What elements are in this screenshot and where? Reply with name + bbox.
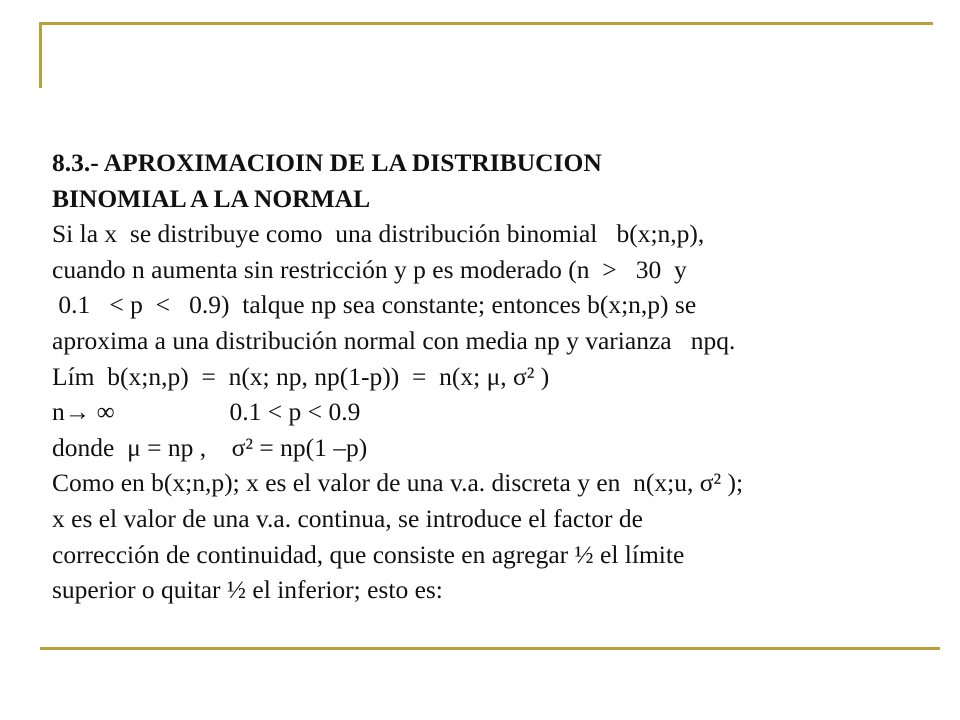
mean-variance-line: donde μ = np , σ² = np(1 –p) <box>52 432 368 462</box>
limit-formula-line: Lím b(x;n,p) = n(x; np, np(1-p)) = n(x; μ, σ² ) <box>52 361 550 391</box>
body-line-9: x es el valor de una v.a. continua, se introduce el factor de <box>52 503 643 533</box>
section-title-line-2: BINOMIAL A LA NORMAL <box>52 183 371 213</box>
body-line-3: 0.1 < p < 0.9) talque np sea constante; entonces b(x;n,p) se <box>52 290 697 320</box>
body-line-4: aproxima a una distribución normal con media np y varianza npq. <box>52 325 736 355</box>
limit-condition-line: n→ ∞ 0.1 < p < 0.9 <box>52 397 361 427</box>
slide-content <box>52 145 932 608</box>
section-title-line-1: 8.3.- APROXIMACIOIN DE LA DISTRIBUCION <box>52 148 602 177</box>
body-line-8: Como en b(x;n,p); x es el valor de una v.a. discreta y en n(x;u, σ² ); <box>52 468 744 498</box>
body-line-2: cuando n aumenta sin restricción y p es moderado (n > 30 y <box>52 254 687 284</box>
frame-bottom-rule <box>40 647 940 650</box>
body-line-1: Si la x se distribuye como una distribución binomial b(x;n,p), <box>52 219 705 249</box>
frame-top-rule <box>40 22 933 25</box>
body-line-11: superior o quitar ½ el inferior; esto es: <box>52 575 443 605</box>
frame-left-rule <box>39 22 42 88</box>
body-line-10: corrección de continuidad, que consiste en agregar ½ el límite <box>52 539 685 569</box>
